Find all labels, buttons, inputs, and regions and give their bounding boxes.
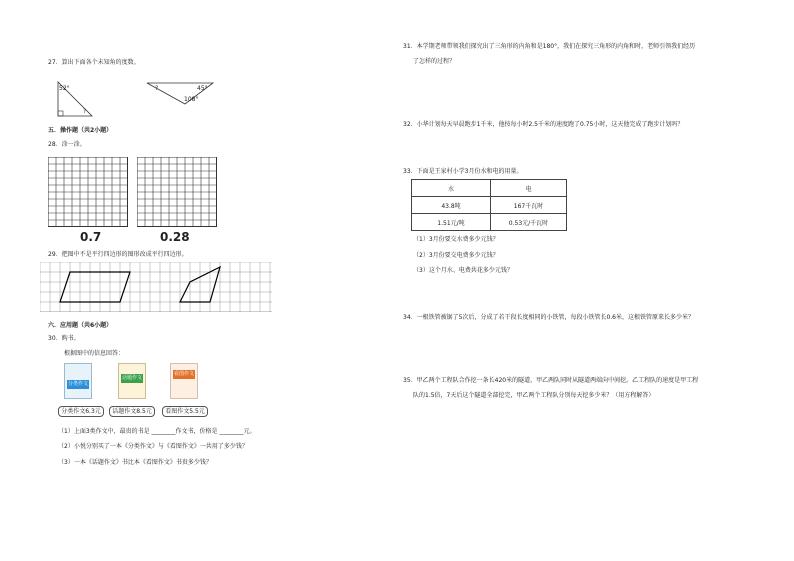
decimal-grid-1 [48, 157, 128, 227]
question-31-line-2: 了怎样的过程？ [413, 58, 456, 65]
table-header-cell: 电 [491, 180, 567, 197]
trapezoid-shape [60, 272, 130, 302]
question-30-2: （2）小悦分别买了一本《分类作文》与《看图作文》一共用了多少钱？ [58, 443, 248, 450]
table-cell: 43.8吨 [412, 197, 491, 214]
question-33-2: （2）3月份要交电费多少元钱？ [413, 252, 499, 259]
question-28: 28．涂一涂。 [48, 141, 86, 148]
angle-label: 108° [184, 96, 199, 103]
table-header-row [412, 180, 567, 197]
grid-label-2: 0.28 [160, 230, 190, 244]
price-tag-picture: 看图作文5.5元 [162, 406, 208, 417]
question-33-1: （1）3月份要交水费多少元钱？ [413, 236, 499, 243]
question-29: 29．把图中不是平行四边形的图形改成平行四边形。 [48, 251, 188, 258]
angle-label: 45° [197, 85, 208, 92]
question-31-line-1: 31．本学期老师带领我们探究出了三角形的内角和是180°，我们在探究三角形的内角和时，老师引领我们经历 [403, 43, 696, 50]
question-35-line-1: 35．甲乙两个工程队合作挖一条长420米的隧道，甲乙两队同时从隧道两端向中间挖。乙工程队的速度是甲工程 [403, 377, 699, 384]
book-cover-topic [118, 363, 146, 399]
book-title: 看图作文 [173, 371, 194, 377]
obtuse-triangle-figure [145, 80, 215, 106]
question-33-3: （3）这个月水、电费共花多少元钱？ [413, 267, 513, 274]
decimal-grid-2 [137, 157, 217, 227]
question-30-1: （1）上面3类作文中，最贵的书是 ________作文书，价格是 ________元。 [58, 428, 256, 435]
question-34: 34．一根铁管被锯了5次后，分成了若干段长度相同的小铁管，每段小铁管长0.6米，这根铁管原来长多少米？ [403, 314, 694, 321]
section-5-heading: 五．操作题（共2小题） [48, 127, 113, 134]
question-30-3: （3）一本《话题作文》书比本《看图作文》书贵多少钱？ [58, 459, 212, 466]
grid-label-1: 0.7 [80, 230, 102, 244]
book-cover-classified [64, 363, 92, 399]
section-6-heading: 六．应用题（共6小题） [48, 322, 113, 329]
table-cell: 1.51元/吨 [412, 214, 491, 231]
table-row [412, 214, 567, 231]
question-35-line-2: 队的1.5倍，7天后这个隧道全部挖完，甲乙两个工程队分别每天挖多少米？（用方程解答） [413, 392, 655, 399]
table-cell: 167千瓦时 [491, 197, 567, 214]
question-33: 33．下面是王家村小学3月份水和电的用量。 [403, 168, 523, 175]
book-title: 话题作文 [121, 375, 142, 381]
price-tag-topic: 话题作文8.5元 [109, 406, 155, 417]
question-32: 32．小华计划每天早晨跑步1千米，他按每小时2.5千米的速度跑了0.75小时，这天他完成了跑步计划吗？ [403, 121, 684, 128]
book-title: 分类作文 [67, 381, 88, 387]
table-header-cell: 水 [412, 180, 491, 197]
table-row [412, 197, 567, 214]
shape-grid [40, 262, 272, 312]
angle-label: ? [83, 108, 87, 115]
angle-label: 52° [59, 85, 70, 92]
price-tag-classified: 分类作文6.3元 [58, 406, 104, 417]
table-cell: 0.53元/千瓦时 [491, 214, 567, 231]
question-27: 27．算出下面各个未知角的度数。 [48, 59, 140, 66]
usage-table [411, 179, 567, 231]
angle-label: ? [155, 85, 159, 92]
book-cover-picture [170, 363, 198, 399]
question-30: 30．购书。 [48, 335, 80, 342]
question-30-intro: 根据图中的信息回答： [64, 350, 125, 357]
